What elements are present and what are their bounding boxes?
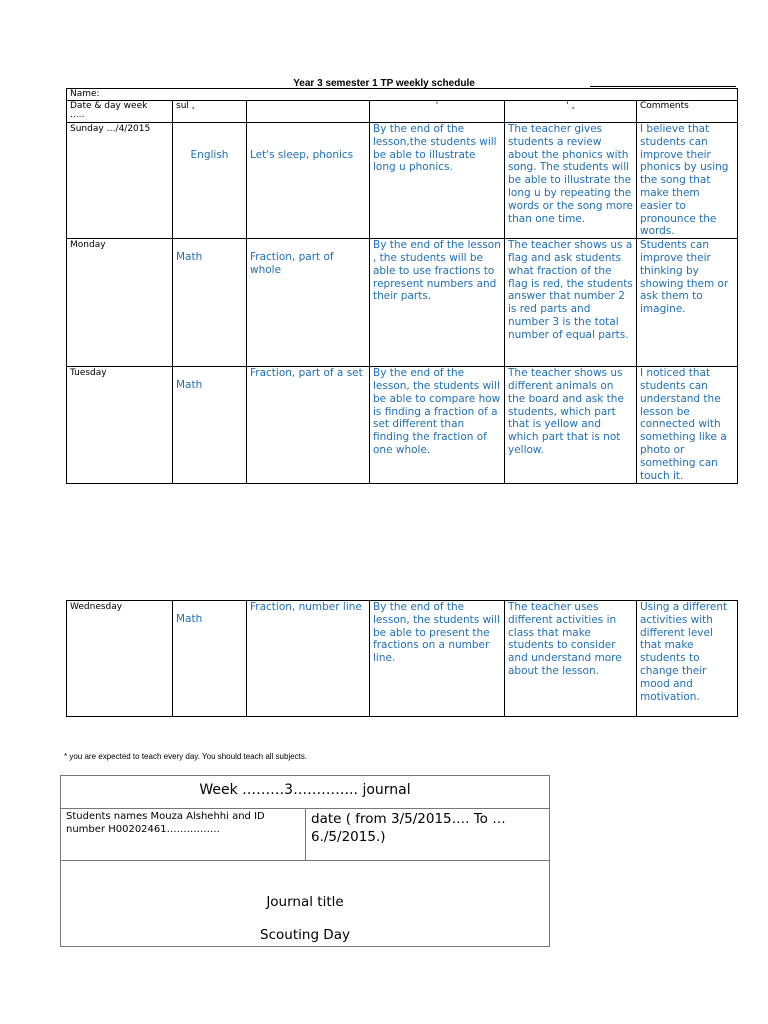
row-activity: The teacher gives students a review about the phonics with song. The students will be able to illustrate the long u by repeating the words or the song more than one time. — [505, 123, 637, 239]
row-activity: The teacher shows us a flag and ask students what fraction of the flag is red, the students answer that number 2 is red parts and number 3 is the total number of equal parts. — [505, 239, 637, 367]
row-lesson: Let's sleep, phonics — [247, 123, 370, 239]
name-row — [67, 89, 738, 101]
header-row — [67, 101, 738, 123]
row-lesson: Fraction, number line — [247, 601, 370, 717]
row-subject: Math — [173, 367, 247, 484]
table-row — [67, 123, 738, 239]
row-activity: The teacher shows us different animals on the board and ask the students, which part that is yellow and which part that is not yellow. — [505, 367, 637, 484]
row-objective: By the end of the lesson,the students will be able to illustrate long u phonics. — [370, 123, 505, 239]
journal-title-row — [61, 861, 550, 947]
row-lesson: Fraction, part of whole — [247, 239, 370, 367]
row-day: Tuesday — [67, 367, 173, 484]
journal-title-label: Journal title — [266, 894, 344, 910]
header-date-day: Date & day week ..... — [67, 101, 173, 123]
journal-table — [60, 775, 550, 947]
header-activity: ' , — [505, 101, 637, 123]
schedule-title: Year 3 semester 1 TP weekly schedule — [293, 78, 475, 89]
row-activity: The teacher uses different activities in class that make students to consider and understand more about the lesson. — [505, 601, 637, 717]
teaching-note: * you are expected to teach every day. You should teach all subjects. — [64, 752, 308, 761]
journal-students: Students names Mouza Alshehhi and ID number H00202461……………. — [61, 809, 306, 861]
table-row — [67, 367, 738, 484]
journal-title-value: Scouting Day — [260, 927, 350, 943]
journal-title-cell — [61, 861, 550, 947]
journal-week: Week ………3………….. journal — [61, 776, 550, 809]
row-day: Monday — [67, 239, 173, 367]
row-day: Sunday …/4/2015 — [67, 123, 173, 239]
row-comment: I believe that students can improve their phonics by using the song that make them easier to pronounce the words. — [637, 123, 738, 239]
journal-date-range: date ( from 3/5/2015…. To … 6./5/2015.) — [306, 809, 550, 861]
table-row — [67, 239, 738, 367]
row-lesson: Fraction, part of a set — [247, 367, 370, 484]
header-lesson — [247, 101, 370, 123]
row-objective: By the end of the lesson, the students will be able to compare how is finding a fraction of a set different than finding the fraction of one whole. — [370, 367, 505, 484]
schedule-table-top — [66, 88, 738, 484]
row-comment: I noticed that students can understand the lesson be connected with something like a photo or something can touch it. — [637, 367, 738, 484]
row-subject: Math — [173, 239, 247, 367]
header-subject: sul , — [173, 101, 247, 123]
header-objective: ' — [370, 101, 505, 123]
journal-info-row — [61, 809, 550, 861]
row-objective: By the end of the lesson , the students will be able to use fractions to represent numbers and their parts. — [370, 239, 505, 367]
row-comment: Using a different activities with different level that make students to change their mood and motivation. — [637, 601, 738, 717]
row-subject: Math — [173, 601, 247, 717]
row-subject: English — [173, 123, 247, 239]
name-label: Name: — [70, 89, 100, 99]
row-comment: Students can improve their thinking by showing them or ask them to imagine. — [637, 239, 738, 367]
row-day: Wednesday — [67, 601, 173, 717]
header-comments: Comments — [637, 101, 738, 123]
row-objective: By the end of the lesson, the students will be able to present the fractions on a number line. — [370, 601, 505, 717]
table-row — [67, 601, 738, 717]
title-rule-right — [590, 86, 736, 87]
schedule-table-wednesday — [66, 600, 738, 717]
journal-week-row — [61, 776, 550, 809]
